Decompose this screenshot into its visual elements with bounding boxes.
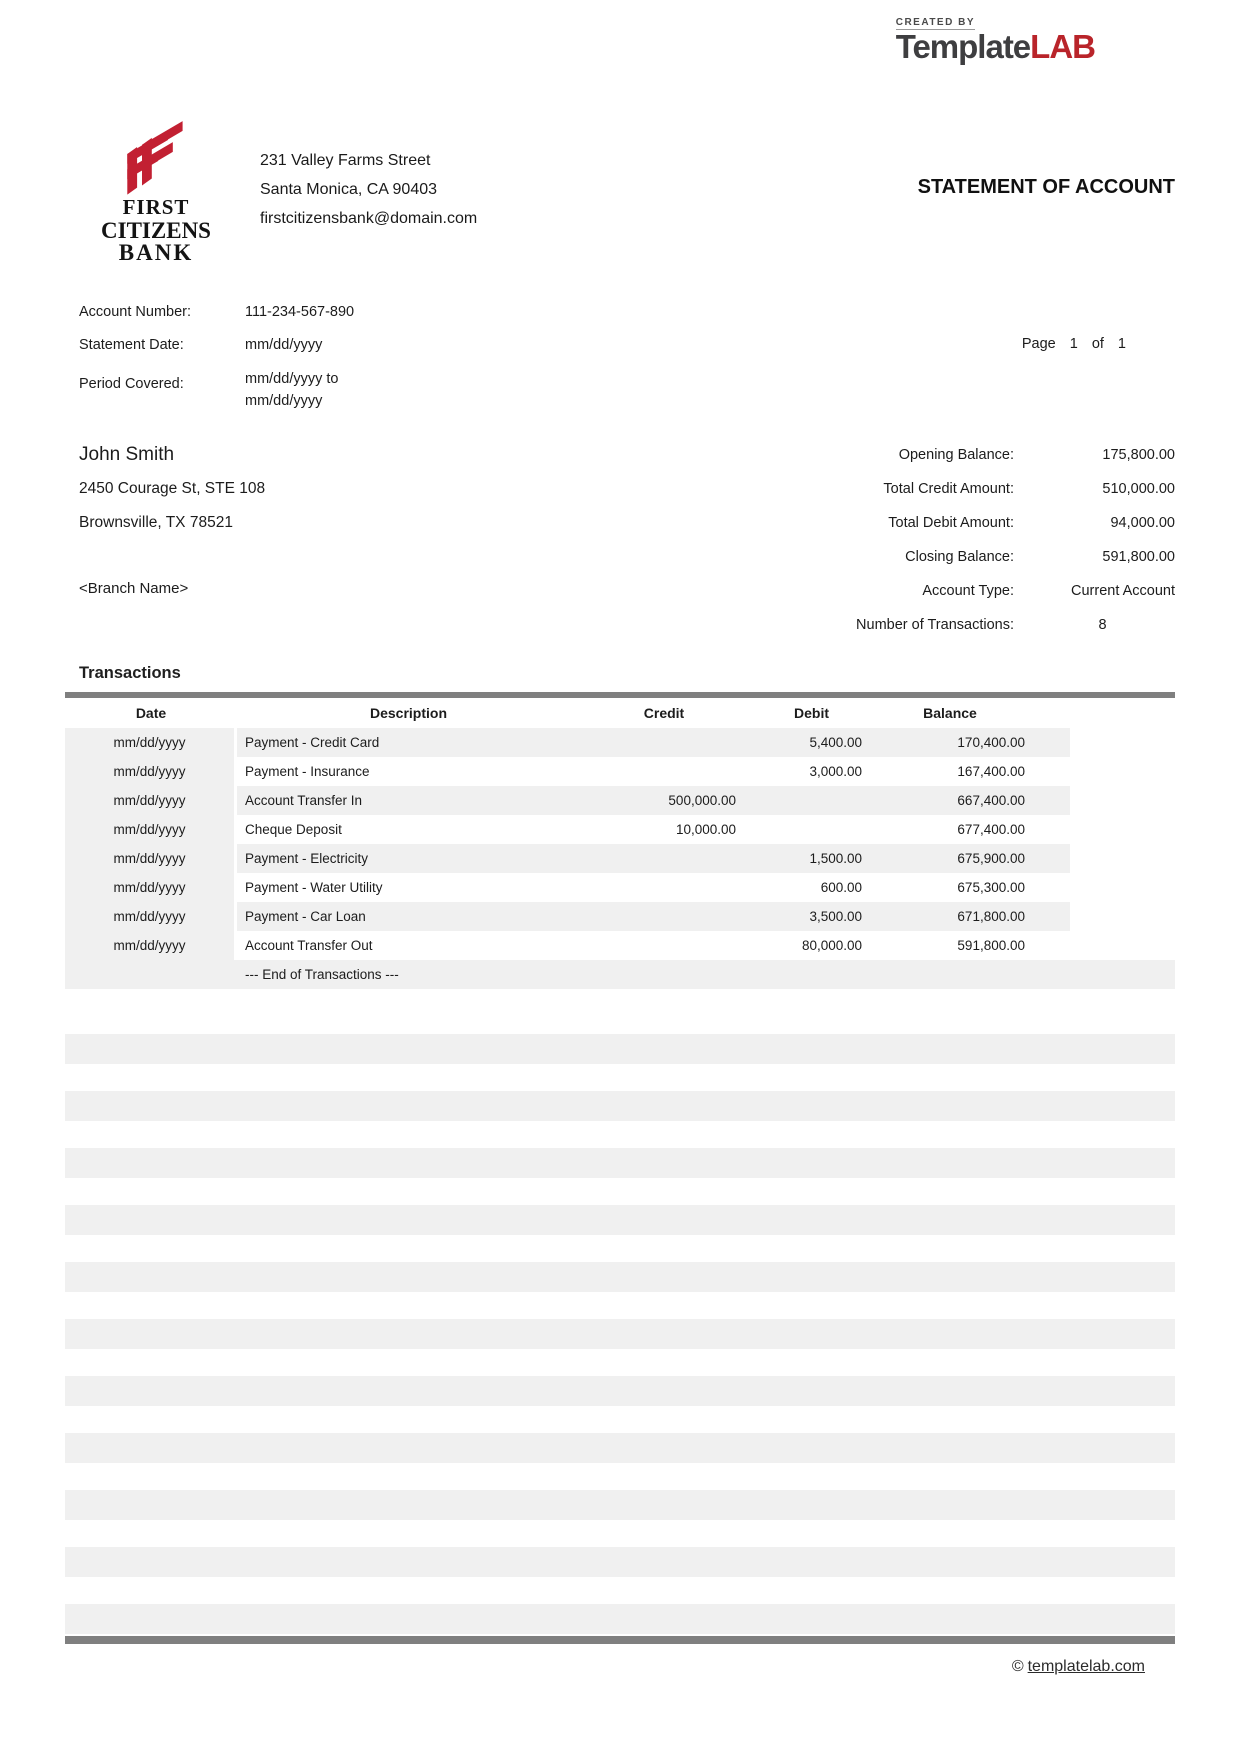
statement-title: STATEMENT OF ACCOUNT (917, 176, 1175, 198)
table-row (65, 902, 1175, 931)
closing-balance-label: Closing Balance: (905, 549, 1014, 565)
account-number-label: Account Number: (79, 304, 192, 320)
total-credit-row (559, 472, 1175, 506)
table-row (65, 844, 1175, 873)
customer-address-line2: Brownsville, TX 78521 (79, 514, 233, 531)
transactions-count-label: Number of Transactions: (856, 617, 1014, 633)
cell-desc: Account Transfer Out (245, 938, 373, 953)
period-covered-label: Period Covered: (79, 376, 184, 392)
transactions-rows (65, 728, 1175, 960)
table-row (65, 786, 1175, 815)
account-info-section (79, 296, 1175, 412)
cell-credit (580, 844, 748, 873)
cell-credit (580, 728, 748, 757)
bank-name-line2: CITIZENS (101, 218, 211, 243)
cell-desc: Payment - Credit Card (237, 728, 580, 757)
cell-debit: 600.00 (820, 880, 862, 895)
bank-email: firstcitizensbank@domain.com (260, 210, 478, 227)
cell-date: mm/dd/yyyy (65, 757, 237, 786)
cell-balance: 671,800.00 (875, 902, 1070, 931)
table-bottom-divider (65, 1636, 1175, 1644)
cell-desc: Account Transfer In (237, 786, 580, 815)
table-row (65, 931, 1175, 960)
cell-date: mm/dd/yyyy (65, 728, 237, 757)
footer (65, 1658, 1175, 1676)
opening-balance-value: 175,800.00 (1102, 447, 1175, 463)
created-by-label: CREATED BY (895, 17, 975, 28)
column-header-balance: Balance (923, 705, 977, 721)
transactions-heading: Transactions (79, 664, 181, 682)
period-covered-row (79, 362, 1175, 412)
bank-address-city: Santa Monica, CA 90403 (260, 181, 438, 198)
cell-credit (580, 931, 748, 960)
cell-balance: 170,400.00 (875, 728, 1070, 757)
opening-balance-label: Opening Balance: (898, 447, 1014, 463)
cell-balance: 677,400.00 (957, 822, 1025, 837)
cell-balance: 167,400.00 (957, 764, 1025, 779)
table-row (65, 757, 1175, 786)
cell-debit: 3,000.00 (809, 764, 862, 779)
table-row (65, 873, 1175, 902)
bank-address-block (260, 112, 477, 264)
cell-date: mm/dd/yyyy (65, 931, 237, 960)
cell-debit: 1,500.00 (748, 844, 875, 873)
cell-desc: Payment - Insurance (245, 764, 370, 779)
summary-block (559, 438, 1175, 642)
cell-balance: 667,400.00 (875, 786, 1070, 815)
account-type-row (559, 574, 1175, 608)
cell-date: mm/dd/yyyy (65, 873, 237, 902)
cell-debit: 80,000.00 (801, 938, 862, 953)
cell-desc: Payment - Water Utility (245, 880, 383, 895)
account-number-value: 111-234-567-890 (245, 304, 355, 320)
period-covered-from: mm/dd/yyyy to (245, 371, 339, 387)
column-header-date: Date (135, 705, 167, 721)
end-of-transactions-row: --- End of Transactions --- (65, 960, 1175, 989)
cell-credit (580, 902, 748, 931)
transactions-count-row (559, 608, 1175, 642)
closing-balance-row (559, 540, 1175, 574)
copyright-symbol: © (1011, 1658, 1024, 1675)
cell-credit: 10,000.00 (675, 822, 736, 837)
table-header-row (65, 698, 1175, 728)
cell-balance: 675,900.00 (875, 844, 1070, 873)
period-covered-value (245, 362, 1175, 412)
transactions-section (65, 664, 1175, 1644)
period-covered-to: mm/dd/yyyy (245, 393, 323, 409)
bank-flag-icon (112, 112, 200, 196)
bank-address-street: 231 Valley Farms Street (260, 152, 431, 169)
cell-credit (580, 873, 748, 902)
cell-date: mm/dd/yyyy (65, 844, 237, 873)
customer-block (79, 438, 559, 642)
templatelab-logo (896, 12, 1095, 63)
total-debit-value: 94,000.00 (1110, 515, 1175, 531)
closing-balance-value: 591,800.00 (1102, 549, 1175, 565)
column-header-debit: Debit (794, 705, 829, 721)
cell-credit: 500,000.00 (580, 786, 748, 815)
column-header-description: Description (369, 705, 447, 721)
cell-desc: Cheque Deposit (245, 822, 342, 837)
statement-date-label: Statement Date: (79, 337, 184, 353)
cell-date: mm/dd/yyyy (65, 902, 237, 931)
cell-balance: 591,800.00 (957, 938, 1025, 953)
cell-debit: 3,500.00 (748, 902, 875, 931)
bank-name-line3: BANK (118, 240, 194, 265)
total-debit-row (559, 506, 1175, 540)
customer-address-line1: 2450 Courage St, STE 108 (79, 480, 266, 497)
statement-date-value: mm/dd/yyyy (245, 337, 323, 353)
column-header-credit: Credit (643, 705, 685, 721)
page-indicator: Page 1 of 1 (1021, 336, 1126, 352)
empty-rows-stripes (65, 1034, 1175, 1634)
total-credit-label: Total Credit Amount: (883, 481, 1014, 497)
account-number-row (79, 296, 1175, 329)
cell-date: mm/dd/yyyy (65, 815, 237, 844)
cell-desc: Payment - Electricity (237, 844, 580, 873)
templatelab-wordmark (896, 30, 1095, 63)
total-credit-value: 510,000.00 (1102, 481, 1175, 497)
cell-debit (748, 786, 875, 815)
cell-credit (580, 757, 748, 786)
cell-debit: 5,400.00 (748, 728, 875, 757)
templatelab-link[interactable]: templatelab.com (1027, 1658, 1145, 1675)
cell-debit (748, 815, 875, 844)
brand-template-text: Template (895, 28, 1031, 65)
table-row (65, 728, 1175, 757)
customer-name: John Smith (79, 444, 175, 465)
account-type-value: Current Account (1071, 583, 1175, 599)
brand-lab-text: LAB (1030, 28, 1095, 65)
account-type-label: Account Type: (922, 583, 1014, 599)
cell-desc: Payment - Car Loan (237, 902, 580, 931)
bank-logo (80, 112, 232, 264)
opening-balance-row (559, 438, 1175, 472)
table-row (65, 815, 1175, 844)
bank-name-line1: FIRST (122, 195, 190, 219)
cell-date: mm/dd/yyyy (65, 786, 237, 815)
total-debit-label: Total Debit Amount: (888, 515, 1014, 531)
customer-summary-section (79, 438, 1175, 642)
transactions-count-value: 8 (1098, 617, 1107, 633)
branch-name-placeholder: <Branch Name> (79, 580, 189, 597)
cell-balance: 675,300.00 (957, 880, 1025, 895)
statement-date-row (79, 329, 1175, 362)
